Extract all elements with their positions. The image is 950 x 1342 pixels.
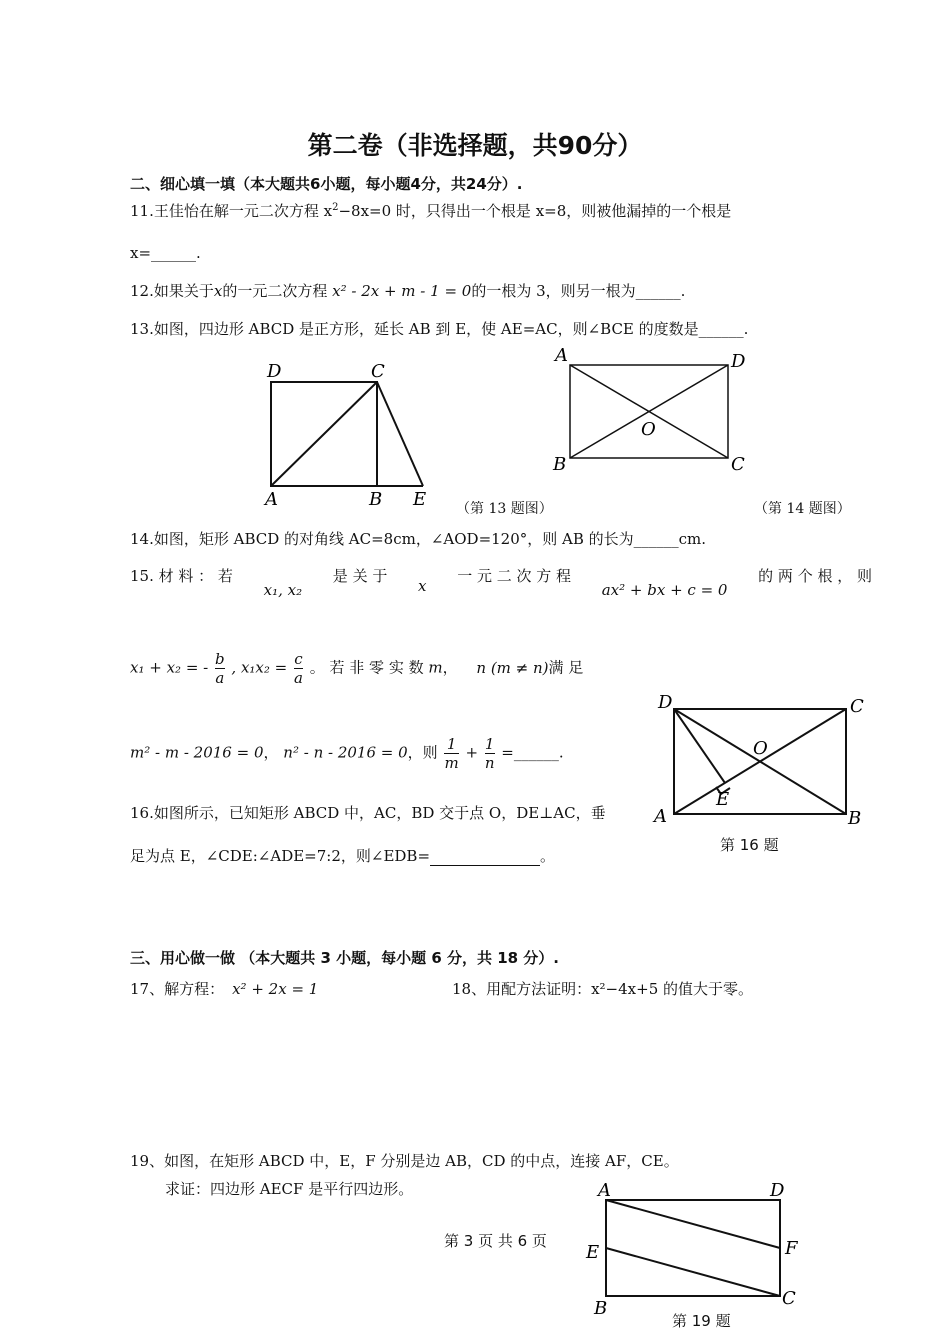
question-18: 18、用配方法证明：x²−4x+5 的值大于零。	[452, 980, 754, 998]
question-15-line3: m² - m - 2016 = 0， n² - n - 2016 = 0，则 $\frac{1}{m}$ + $\frac{1}{n}$ =______.	[130, 735, 564, 772]
section3-header: 三、用心做一做 （本大题共 3 小题，每小题 6 分，共 18 分）.	[130, 949, 560, 967]
question-16-line1: 16.如图所示，已知矩形 ABCD 中，AC，BD 交于点 O，DE⊥AC，垂	[130, 804, 606, 822]
fig13-label-e: E	[413, 489, 427, 510]
question-15-line1: 15. 材 料 ： 若 x₁, x₂ 是 关 于 x 一 元 二 次 方 程 ax² + bx + c = 0 的 两 个 根 ， 则	[130, 567, 872, 599]
figure-16	[650, 690, 875, 830]
section2-header: 二、细心填一填（本大题共6小题，每小题4分，共24分）.	[130, 175, 523, 193]
fig16-label-b: B	[848, 808, 862, 829]
figure-16-caption: 第 16 题	[720, 836, 779, 854]
fig13-label-a: A	[265, 489, 278, 510]
fig16-label-o: O	[753, 738, 768, 759]
fig19-label-d: D	[770, 1180, 785, 1201]
question-12: 12.如果关于x的一元二次方程 x² - 2x + m - 1 = 0的一根为 3，则另一根为______.	[130, 282, 686, 300]
figure-19-caption: 第 19 题	[672, 1312, 731, 1330]
fig19-label-a: A	[598, 1180, 611, 1201]
fig19-label-e: E	[586, 1242, 600, 1263]
page-title: 第二卷（非选择题，共90分）	[307, 131, 643, 160]
question-17: 17、解方程： x² + 2x = 1	[130, 980, 319, 998]
fig13-label-b: B	[369, 489, 383, 510]
question-13: 13.如图，四边形 ABCD 是正方形，延长 AB 到 E，使 AE=AC，则∠BCE 的度数是______.	[130, 320, 749, 338]
fig14-label-a: A	[555, 345, 568, 366]
fig16-label-a: A	[654, 806, 667, 827]
figure-19	[580, 1178, 810, 1318]
fig13-label-c: C	[371, 361, 385, 382]
fig14-label-c: C	[731, 454, 745, 475]
figure-14-caption: （第 14 题图）	[754, 501, 851, 517]
question-11: 11.王佳怡在解一元二次方程 $x^2-8x=0$ 时，只得出一个根是 x=8，则被他漏掉的一个根是	[130, 202, 732, 220]
figure-13	[255, 355, 445, 515]
page-footer: 第 3 页 共 6 页	[444, 1232, 547, 1250]
fig13-label-d: D	[267, 361, 282, 382]
fig19-label-c: C	[782, 1288, 796, 1309]
figure-14	[545, 345, 755, 475]
fig19-label-f: F	[785, 1238, 798, 1259]
question-19-line1: 19、如图，在矩形 ABCD 中，E，F 分别是边 AB，CD 的中点，连接 AF，CE。	[130, 1152, 679, 1170]
question-14: 14.如图，矩形 ABCD 的对角线 AC=8cm，∠AOD=120°，则 AB 的长为______cm.	[130, 530, 707, 548]
question-15-line2: x₁ + x₂ = - $\frac{b}{a}$ , x₁x₂ = $\frac{c}{a}$ 。 若 非 零 实 数 m， n (m ≠ n)满 足	[130, 650, 584, 687]
fig16-label-c: C	[850, 696, 864, 717]
question-11-answer: x=______.	[130, 244, 201, 262]
question-16-line2: 足为点 E，∠CDE:∠ADE=7:2，则∠EDB= 。	[130, 847, 556, 865]
fig14-label-o: O	[641, 419, 656, 440]
fig16-label-e: E	[716, 789, 730, 810]
figure-13-caption: （第 13 题图）	[456, 501, 553, 517]
question-19-line2: 求证：四边形 AECF 是平行四边形。	[165, 1180, 414, 1198]
fig14-label-b: B	[553, 454, 567, 475]
fig14-label-d: D	[731, 351, 746, 372]
fig19-label-b: B	[594, 1298, 608, 1318]
fig16-label-d: D	[658, 692, 673, 713]
